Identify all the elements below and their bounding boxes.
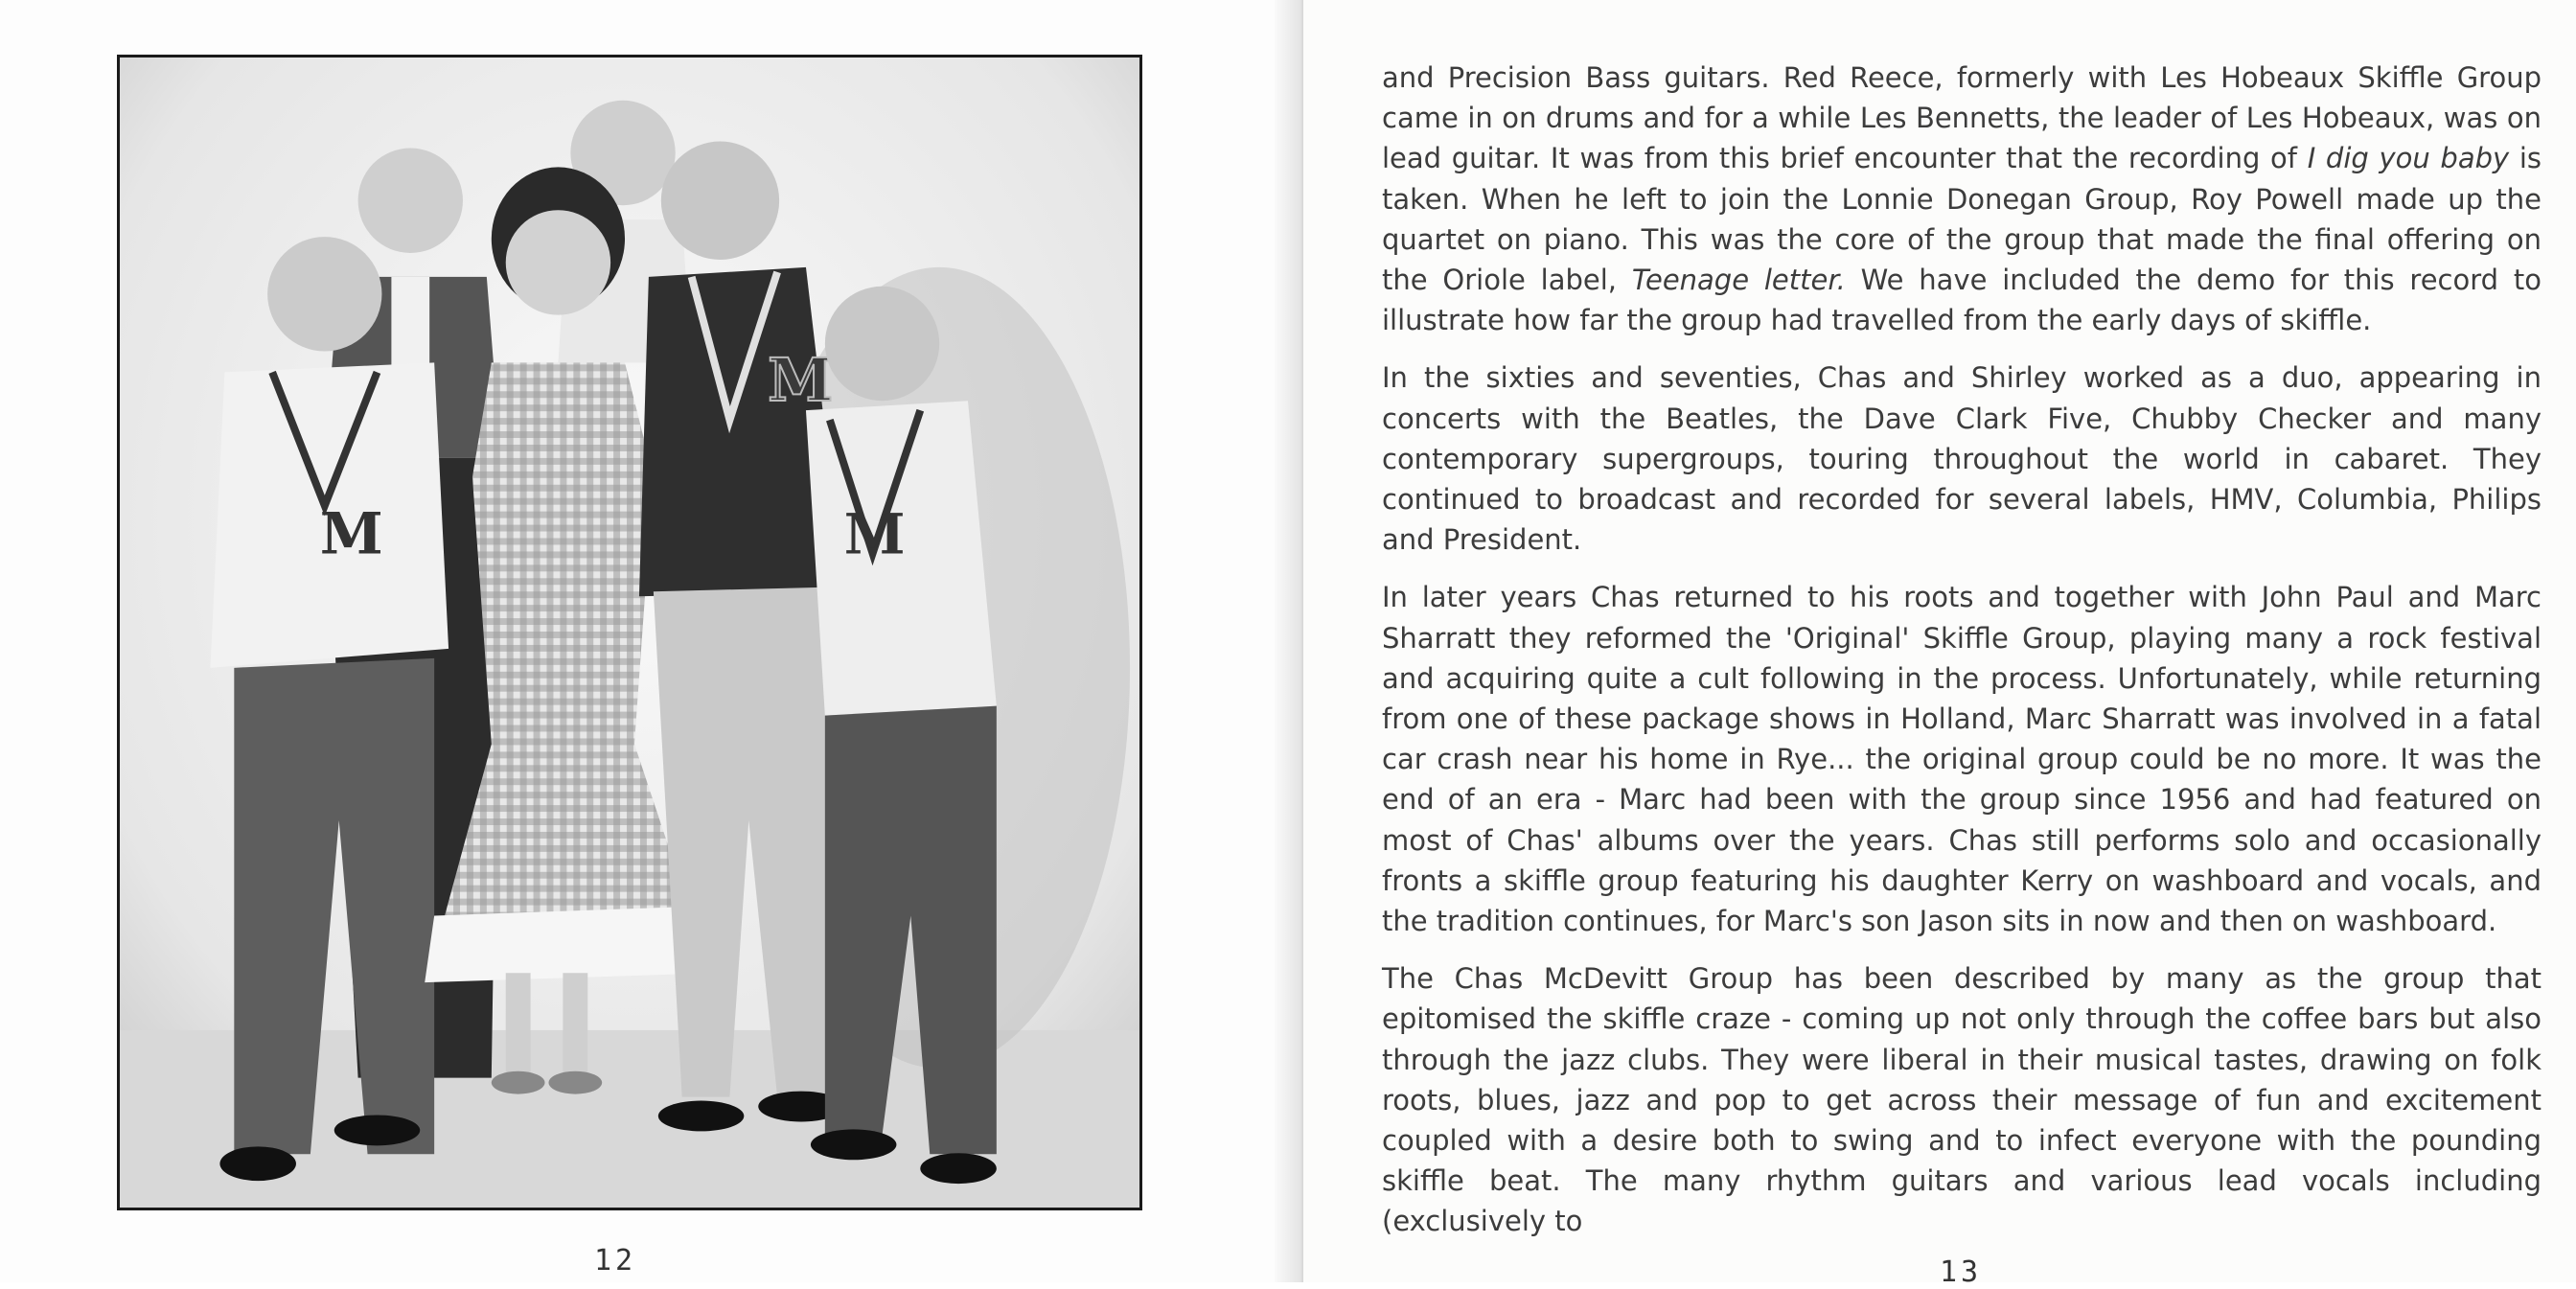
page-number-right: 13	[1940, 1255, 1983, 1289]
paragraph	[1382, 58, 2542, 340]
group-portrait-photo	[117, 55, 1142, 1210]
text-run: In the sixties and seventies, Chas and Shirley worked as a duo, appearing in concerts with the Beatles, the Dave Clark Five, Chubby Checker and many contemporary supergroups, touring throughout the world in cabaret. They continued to broadcast and recorded for several labels, HMV, Columbia, Philips and President.	[1382, 361, 2542, 557]
paragraph	[1382, 577, 2542, 941]
photo-illustration	[120, 58, 1139, 1208]
svg-text:M: M	[319, 500, 383, 568]
italic-title: I dig you baby	[2307, 142, 2510, 175]
paragraph	[1382, 357, 2542, 560]
text-run: The Chas McDevitt Group has been described by many as the group that epitomised the skiffle craze - coming up not only through the coffee bars but also through the jazz clubs. They were liberal in their musical tastes, drawing on folk roots, blues, jazz and pop to get across their message of fun and excitement coupled with a desire both to swing and to infect everyone with the pounding skiffle beat. The many rhythm guitars and various lead vocals including (exclusively to	[1382, 962, 2542, 1238]
page-number-left: 12	[594, 1244, 637, 1277]
svg-text:M: M	[843, 501, 906, 567]
text-run: We have included the demo for this record to illustrate how far the group had travelled from the early days of skiffle.	[1382, 264, 2542, 337]
text-run: In later years Chas returned to his roots and together with John Paul and Marc Sharratt they reformed the 'Original' Skiffle Group, playing many a rock festival and acquiring quite a cult following in the process. Unfortunately, while returning from one of these package shows in Holland, Marc Sharratt was involved in a fatal car crash near his home in Rye... the original group could be no more. It was the end of an era - Marc had been with the group since 1956 and had featured on most of Chas' albums over the years. Chas still performs solo and occasionally fronts a skiffle group featuring his daughter Kerry on washboard and vocals, and the tradition continues, for Marc's son Jason sits in now and then on washboard.	[1382, 581, 2542, 938]
body-text	[1382, 58, 2542, 1259]
italic-title: Teenage letter.	[1631, 264, 1846, 297]
text-run: and Precision Bass guitars. Red Reece, formerly with Les Hobeaux Skiffle Group came in on drums and for a while Les Bennetts, the leader of Les Hobeaux, was on lead guitar. It was from this brief encounter that the recording of	[1382, 61, 2542, 175]
paragraph	[1382, 958, 2542, 1241]
svg-text:M: M	[768, 345, 834, 416]
text-run: is taken. When he left to join the Lonnie Donegan Group, Roy Powell made up the quartet on piano. This was the core of the group that made the final offering on the Oriole label,	[1382, 142, 2542, 297]
